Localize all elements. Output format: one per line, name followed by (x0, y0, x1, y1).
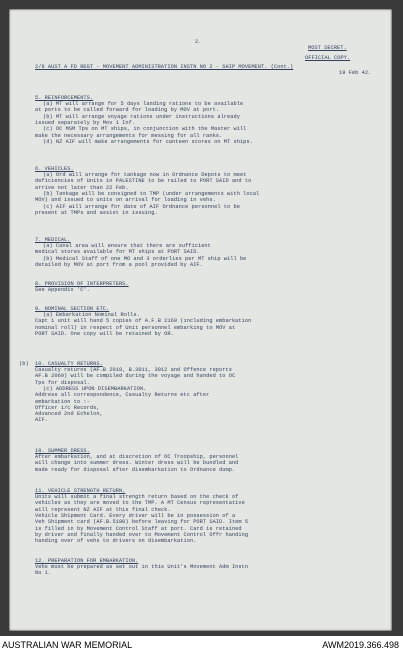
section-line: vehicles as they are moved to the TMP. A MT Census representative (35, 500, 245, 507)
section-line: Tps for disposal. (35, 379, 90, 386)
section-line: present at TMPs and assist in issuing. (35, 209, 158, 216)
section-line: No 1. (35, 570, 52, 577)
section-line: issued separately by Mov 1 Inf. (35, 119, 136, 126)
section-line: Units will submit a final strength return based on the check of (35, 494, 239, 500)
section-line: Advanced 2nd Echelon, (35, 411, 103, 418)
section-line: arrive not later than 22 Feb. (35, 184, 129, 191)
document-heading: 2/8 AUST A FD REGT - MOVEMENT ADMINISTRATION INSTN NO 2 - SHIP MOVEMENT. (Cont.) (35, 64, 294, 70)
section-title: 10. CASUALTY RETURNS. (35, 361, 103, 367)
section-title: 11. VEHICLE STRENGTH RETURN. (35, 488, 126, 494)
section-line: (b) Medical Staff of one MO and 3 orderlies per MT ship will be (43, 255, 247, 262)
section-title: 10. SUMMER DRESS. (35, 448, 90, 454)
section-line: AF.B 2069) will be compiled during the voyage and handed to OC (35, 373, 236, 380)
section-line: Address all correspondence, Casualty Returns etc after (35, 392, 210, 399)
classification-line-1: MOST SECRET. (308, 45, 347, 51)
section-line: will represent NZ AIF at this final check. (35, 506, 171, 513)
section-line: handing over of vehs to drivers on disembarkation. (35, 538, 197, 545)
section-line: After embarkation, and at discretion of OC Troopship, personnel (35, 454, 239, 460)
margin-marker: (b) (19, 361, 29, 367)
section-line: See Appendix 'C'. (35, 287, 90, 293)
section-line: PORT SAID. One copy will be retained by OR. (35, 330, 174, 337)
document-page (9, 9, 392, 631)
section-line: made ready for disposal after disembarkation to Ordnance dump. (35, 466, 236, 473)
section-line: is filled in by Movement Control Staff at port. Card is retained (35, 525, 242, 532)
section-line: (c) AIF will arrange for date of AIF Ordnance personnel to be (43, 203, 240, 210)
section-line: Capt i unit will hand 5 copies of A.F.B 2169 (including embarkation (35, 318, 252, 325)
section-line: Casualty returns (AF.B 2010, B.3011, 3012 and Offence reports (35, 367, 232, 373)
section-title: 8. PROVISION OF INTERPRETERS. (35, 281, 129, 287)
section-line: (c) ADDRESS UPON DISEMBARKATION. (43, 385, 147, 392)
section-line: (d) NZ AIF will make arrangements for canteen stores on MT ships. (43, 138, 253, 145)
accession-number: AWM2019.366.498 (322, 640, 399, 650)
section-line: (b) MT will arrange voyage rations under instructions already (43, 113, 240, 120)
document-date: 19 Feb 42. (339, 70, 372, 76)
section-title: 5. REINFORCEMENTS. (35, 95, 94, 101)
section-line: (a) Ord will arrange for tankage now in Ordnance Depots to meet (43, 172, 247, 178)
section-line: nominal roll) in respect of Unit personnel embarking to MOV at (35, 324, 236, 331)
section-line: (c) OC MSM Tps on MT ships, in conjunction with the Master will (43, 126, 247, 133)
classification-line-2: OFFICIAL COPY. (305, 55, 351, 61)
section-line: Vehicle Shipment Card. Every driver will be in possession of a (35, 512, 236, 519)
section-line: Vehs must be prepared as set out in this Unit's Movement Adm Instn (35, 564, 249, 570)
section-line: Officer i/c Records, (35, 404, 100, 411)
section-line: (a) Embarkation Nominal Rolls. (43, 312, 140, 318)
institution-credit: AUSTRALIAN WAR MEMORIAL (2, 640, 133, 650)
section-line: detailed by MOV at port from a pool provided by AIF. (35, 261, 203, 268)
section-line: MOV) and issued to units on arrival for loading in vehs. (35, 197, 216, 204)
section-line: (a) Canal area will ensure that there are sufficient (43, 243, 211, 249)
section-line: at ports to be called forward for loading by MOV at port. (35, 107, 220, 114)
section-line: embarkation to :- (35, 398, 90, 405)
section-title: 7. MEDICAL. (35, 237, 71, 243)
section-line: deficiencies of Units in PALESTINE to be railed to PORT SAID and to (35, 178, 252, 185)
section-title: 9. NOMINAL SECTION ETC. (35, 306, 110, 312)
section-line: Veh Shipment card (AF.B.5180) before leaving for PORT SAID. Item 5 (35, 519, 249, 526)
section-line: AIF. (35, 417, 48, 424)
section-line: by driver and finally handed over to Movement Control Offr handing (35, 531, 249, 538)
section-title: 12. PREPARATION FOR EMBARKATION. (35, 558, 139, 564)
section-line: medical stores available for MT ships at PORT SAID. (35, 249, 200, 256)
section-line: will change into summer dress. Winter dress will be bundled and (35, 460, 239, 467)
page-number: 2. (195, 39, 202, 45)
section-line: make the necessary arrangements for messing for all ranks. (35, 132, 223, 139)
section-line: (a) MT will arrange for 5 days landing rations to be available (43, 101, 244, 107)
section-line: (b) Tankage will be consigned to TMP (under arrangements with local (43, 190, 260, 197)
section-title: 6. VEHICLES. (35, 166, 74, 172)
footer-bar (0, 636, 403, 653)
